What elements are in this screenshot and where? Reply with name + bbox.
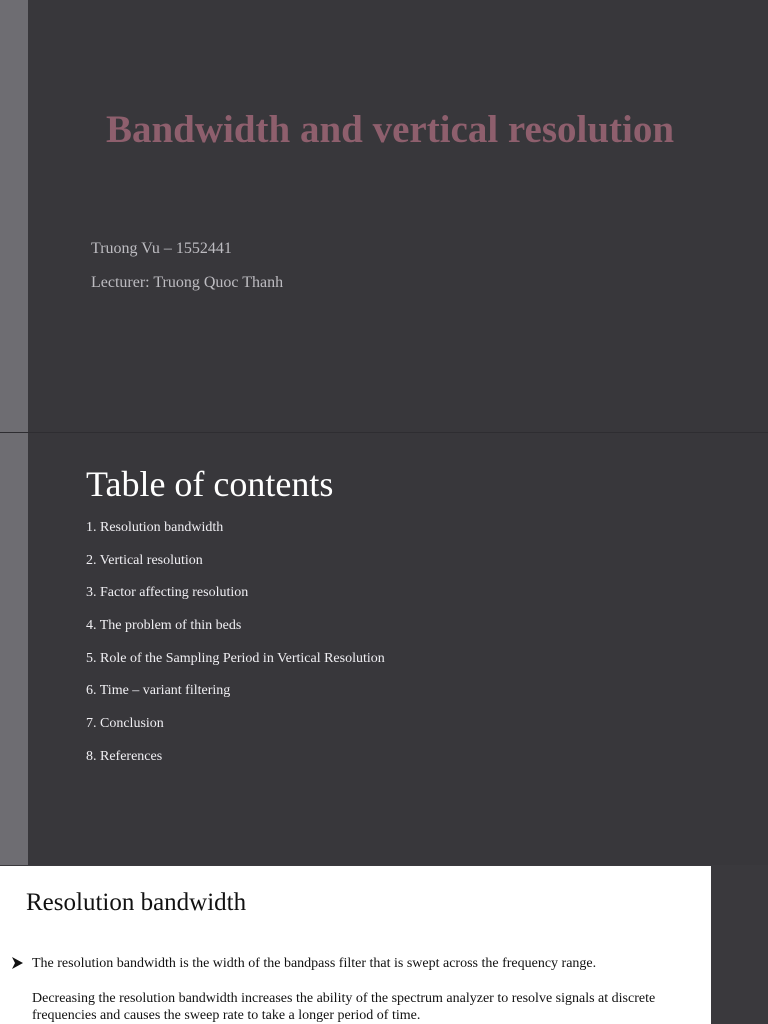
bullet-text: The resolution bandwidth is the width of the bandpass filter that is swept across the frequency range.	[32, 956, 597, 971]
toc-item: 5. Role of the Sampling Period in Vertical Resolution	[86, 650, 385, 666]
toc-item: 7. Conclusion	[86, 716, 164, 732]
content-slide	[0, 866, 711, 1024]
toc-heading: Table of contents	[86, 464, 334, 504]
author-line: Truong Vu – 1552441	[91, 240, 232, 257]
toc-item: 3. Factor affecting resolution	[86, 585, 249, 601]
toc-item: 8. References	[86, 748, 163, 764]
toc-item: 1. Resolution bandwidth	[86, 520, 224, 535]
paragraph-text: Decreasing the resolution bandwidth increases the ability of the spectrum analyzer to resolve signals at discrete frequencies and causes the sweep rate to take a longer period of time.	[32, 991, 656, 1023]
toc-item: 6. Time – variant filtering	[86, 683, 231, 699]
toc-slide	[0, 433, 768, 865]
toc-list	[86, 518, 385, 780]
lecturer-line: Lecturer: Truong Quoc Thanh	[91, 274, 284, 291]
slide-heading: Resolution bandwidth	[26, 889, 247, 916]
slide-side-band	[0, 433, 28, 865]
arrowhead-bullet-icon	[11, 955, 25, 971]
presentation-title: Bandwidth and vertical resolution	[105, 108, 675, 151]
toc-item: 2. Vertical resolution	[86, 552, 203, 568]
slide-side-band	[0, 0, 28, 432]
title-slide	[0, 0, 768, 432]
toc-item: 4. The problem of thin beds	[86, 618, 242, 634]
